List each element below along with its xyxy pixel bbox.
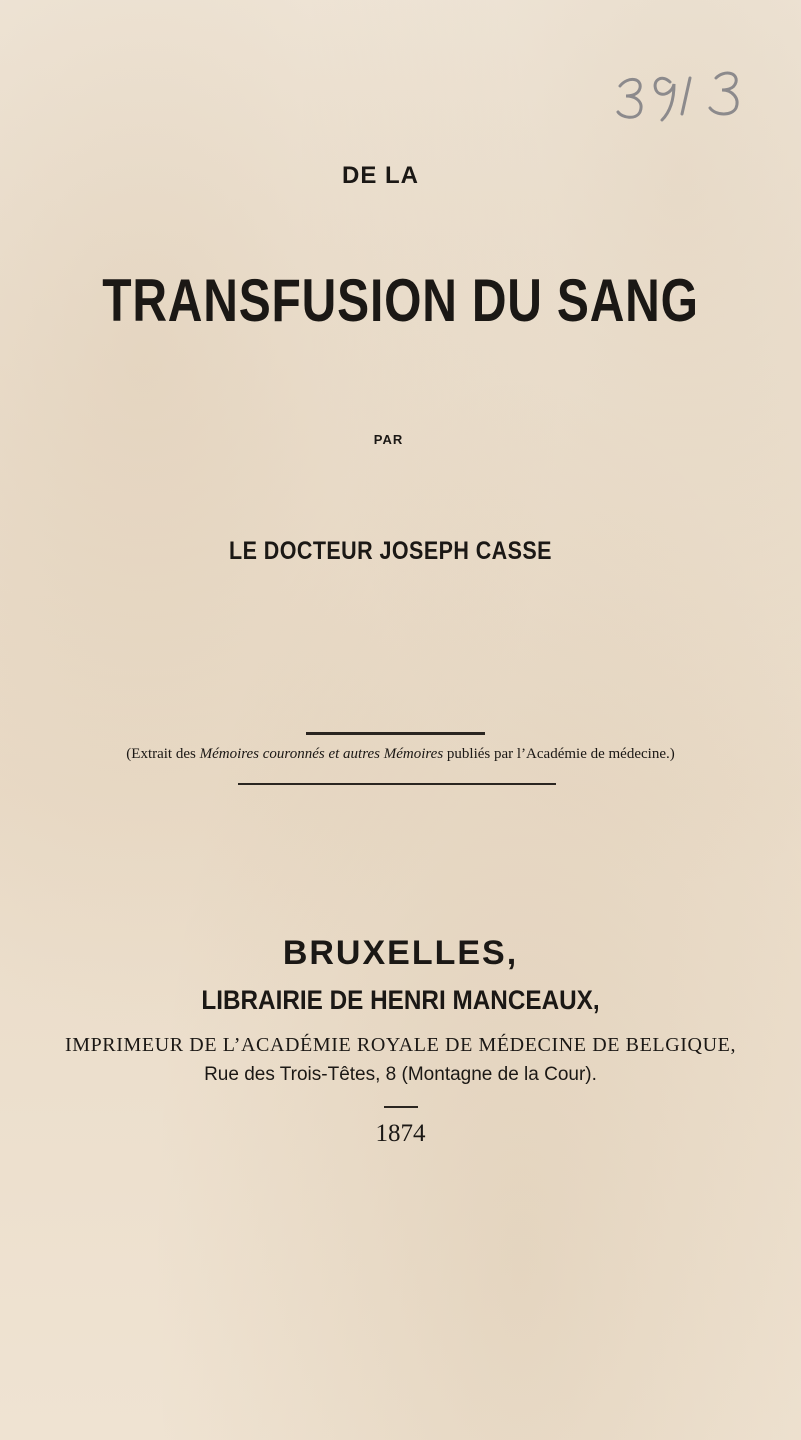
extract-open: (Extrait des bbox=[126, 746, 200, 762]
divider-bottom bbox=[238, 783, 556, 785]
by-label: PAR bbox=[373, 432, 404, 447]
author-name: LE DOCTEUR JOSEPH CASSE bbox=[229, 537, 552, 565]
extract-memoirs: Mémoires couronnés et autres Mémoires bbox=[199, 746, 444, 762]
imprint-printer: IMPRIMEUR DE L’ACADÉMIE ROYALE DE MÉDECINE DE BELGIQUE, bbox=[64, 1034, 737, 1056]
imprint-address: Rue des Trois-Têtes, 8 (Montagne de la Cour). bbox=[204, 1064, 597, 1085]
publication-year: 1874 bbox=[375, 1120, 426, 1147]
divider-top bbox=[306, 732, 485, 735]
extract-rest: publiés par l’Académie de médecine.) bbox=[443, 746, 675, 762]
pre-title: DE LA bbox=[342, 162, 419, 189]
handwritten-shelfmark bbox=[612, 56, 772, 126]
divider-small bbox=[384, 1106, 418, 1108]
imprint-publisher: LIBRAIRIE DE HENRI MANCEAUX, bbox=[201, 985, 600, 1015]
extract-note bbox=[0, 746, 801, 763]
main-title: TRANSFUSION DU SANG bbox=[102, 267, 699, 334]
imprint-city: BRUXELLES, bbox=[282, 934, 519, 972]
